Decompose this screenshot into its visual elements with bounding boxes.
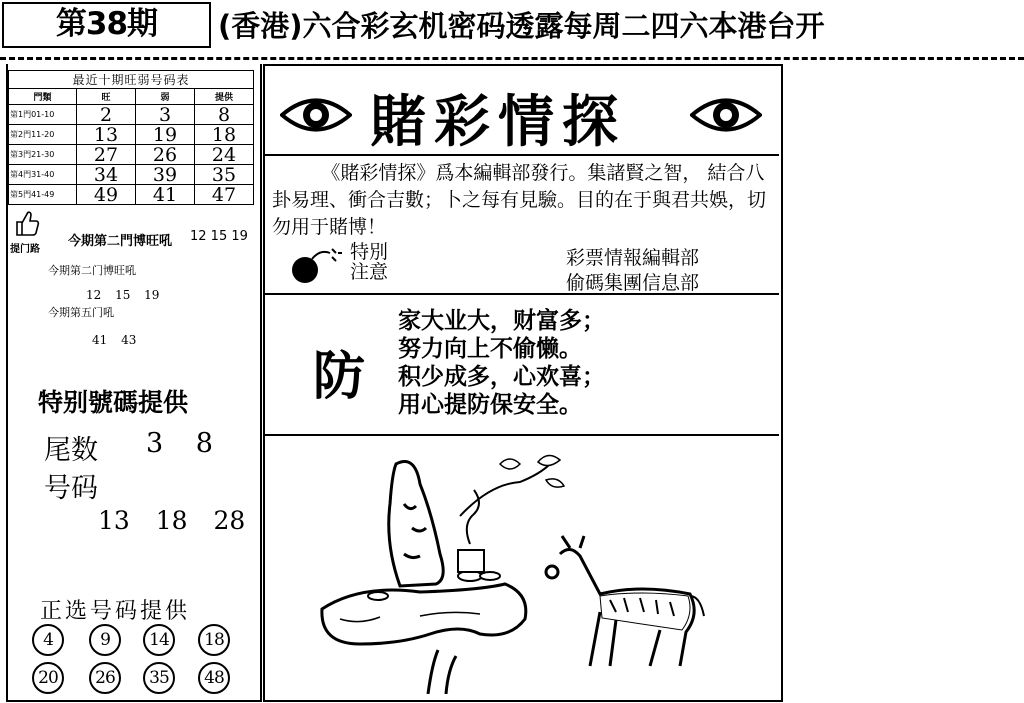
section-divider [263,434,779,436]
table-row: 第5門41-49 49 41 47 [9,185,254,205]
thumbs-up-icon [14,208,40,238]
intro-text: 《賭彩情探》爲本編輯部發行。集諸賢之智， 結合八卦易理、衝合吉數；卜之每有見驗。目的在于與君共娛，切勿用于賭博！ [272,162,767,238]
tail-label: 尾数 [44,435,98,466]
strength-table [8,70,254,205]
current-tip-values: 12 15 19 [190,229,248,244]
table-row: 第2門11-20 13 19 18 [9,125,254,145]
table-header: 門類 [9,89,77,105]
table-caption: 最近十期旺弱号码表 [9,71,254,89]
current-tip-title: 今期第二門博旺吼 [68,234,173,249]
poem-line: 努力向上不偷懒。 [398,335,582,362]
tip-line-1-numbers: 12 15 19 [86,288,160,302]
number-ball: 20 [32,662,64,694]
key-character: 防 [313,347,366,407]
tail-values: 3 8 [146,428,213,459]
number-ball: 14 [143,624,175,656]
editor-line-1: 彩票情報編輯部 [566,247,700,269]
table-header: 提供 [195,89,254,105]
table-header: 旺 [77,89,136,105]
tip-label: 提门路 [10,244,40,255]
tip-line-1: 今期第二门博旺吼 [48,264,136,277]
bomb-icon [290,247,348,285]
special-title: 特别號碼提供 [38,388,189,417]
poem-line: 用心提防保安全。 [398,391,582,418]
header-divider [0,57,1024,60]
poem-line: 家大业大，财富多； [398,307,605,334]
number-ball: 9 [89,624,121,656]
code-values: 13 18 28 [98,506,246,535]
notice-label: 特別 注意 [350,241,389,283]
number-ball: 26 [89,662,121,694]
selected-title: 正选号码提供 [40,599,191,624]
eye-icon [280,92,352,138]
number-ball: 35 [143,662,175,694]
headline: (香港)六合彩玄机密码透露每周二四六本港台开 [218,9,825,43]
illustration [300,444,770,694]
tip-line-2-numbers: 41 43 [92,333,137,347]
tip-line-2: 今期第五门吼 [48,306,114,319]
code-label: 号码 [44,473,98,504]
banner-title: 賭彩情探 [370,89,626,155]
table-row: 第3門21-30 27 26 24 [9,145,254,165]
section-divider [263,293,779,295]
issue-number: 第38期 [2,2,211,48]
number-ball: 48 [198,662,230,694]
eye-icon [690,92,762,138]
number-ball: 18 [198,624,230,656]
poem-line: 积少成多，心欢喜； [398,363,605,390]
poem [398,307,605,419]
number-ball: 4 [32,624,64,656]
table-row: 第1門01-10 2 3 8 [9,105,254,125]
table-header: 弱 [136,89,195,105]
editor-line-2: 偷碼集團信息部 [566,272,700,294]
table-row: 第4門31-40 34 39 35 [9,165,254,185]
